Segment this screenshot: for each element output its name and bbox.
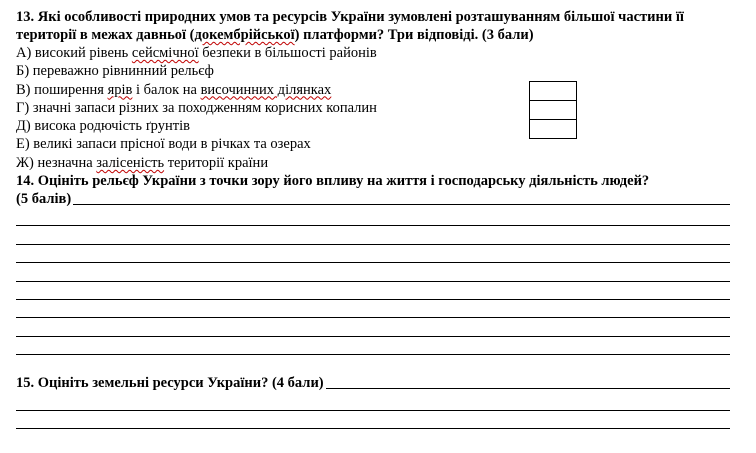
answer-box-3[interactable] xyxy=(529,120,577,139)
option-text: безпеки в більшості районів xyxy=(198,45,377,61)
answer-line[interactable] xyxy=(326,387,730,389)
option-spell: залісеність xyxy=(96,154,165,171)
answer-line[interactable] xyxy=(16,245,730,263)
answer-line[interactable] xyxy=(16,392,730,410)
question-14 xyxy=(16,172,730,208)
option-e xyxy=(16,117,730,135)
question-15 xyxy=(16,374,730,392)
option-text: Е) великі запаси прісної води в річках та озерах xyxy=(16,136,311,153)
question-14-points: (5 балів) xyxy=(16,191,72,208)
option-text: Г) значні запаси різних за походженням корисних копалин xyxy=(16,99,377,116)
question-15-text: 15. Оцініть земельні ресурси України? (4 бали) xyxy=(16,375,324,392)
option-d xyxy=(16,99,730,117)
answer-line[interactable] xyxy=(73,203,730,205)
answer-line[interactable] xyxy=(16,208,730,226)
option-c xyxy=(16,81,730,99)
option-f xyxy=(16,135,730,153)
answer-line[interactable] xyxy=(16,318,730,336)
answer-line[interactable] xyxy=(16,263,730,281)
option-text: Ж) незначна xyxy=(16,154,97,171)
question-14-text: 14. Оцініть рельєф України з точки зору його впливу на життя і господарську діяльність людей? xyxy=(16,173,650,190)
answer-line[interactable] xyxy=(16,226,730,244)
option-text: А) високий рівень xyxy=(16,45,132,61)
question-13 xyxy=(16,8,730,44)
option-text: Д) висока родючість ґрунтів xyxy=(16,118,190,135)
answer-boxes xyxy=(529,81,577,139)
option-spell: сейсмічної xyxy=(131,45,199,61)
question-14-answer-lines xyxy=(16,208,730,355)
option-spell: височинних ділянках xyxy=(200,81,332,98)
answer-line[interactable] xyxy=(16,282,730,300)
answer-line[interactable] xyxy=(16,411,730,429)
options-list xyxy=(16,44,730,172)
option-spell: ярів xyxy=(107,81,133,98)
answer-box-2[interactable] xyxy=(529,101,577,120)
question-14-points-row xyxy=(16,190,730,208)
option-g xyxy=(16,154,730,172)
answer-line[interactable] xyxy=(16,300,730,318)
worksheet xyxy=(16,8,730,429)
option-a xyxy=(16,44,730,62)
option-text: В) поширення xyxy=(16,81,108,98)
option-text: Б) переважно рівнинний рельєф xyxy=(16,63,214,80)
answer-line[interactable] xyxy=(16,337,730,355)
answer-box-1[interactable] xyxy=(529,81,577,101)
question-13-text-b: ) платформи? Три відповіді. (3 бали) xyxy=(294,27,534,43)
option-b xyxy=(16,62,730,80)
question-13-spell-word: докембрійської xyxy=(194,27,295,43)
question-15-answer-lines xyxy=(16,392,730,429)
question-13-text-a: 13. Які особливості природних умов та ресурсів України зумовлені розташуванням більшої частини її території в межах давньої ( xyxy=(16,9,684,43)
option-text: території країни xyxy=(164,154,269,171)
option-text: і балок на xyxy=(132,81,201,98)
